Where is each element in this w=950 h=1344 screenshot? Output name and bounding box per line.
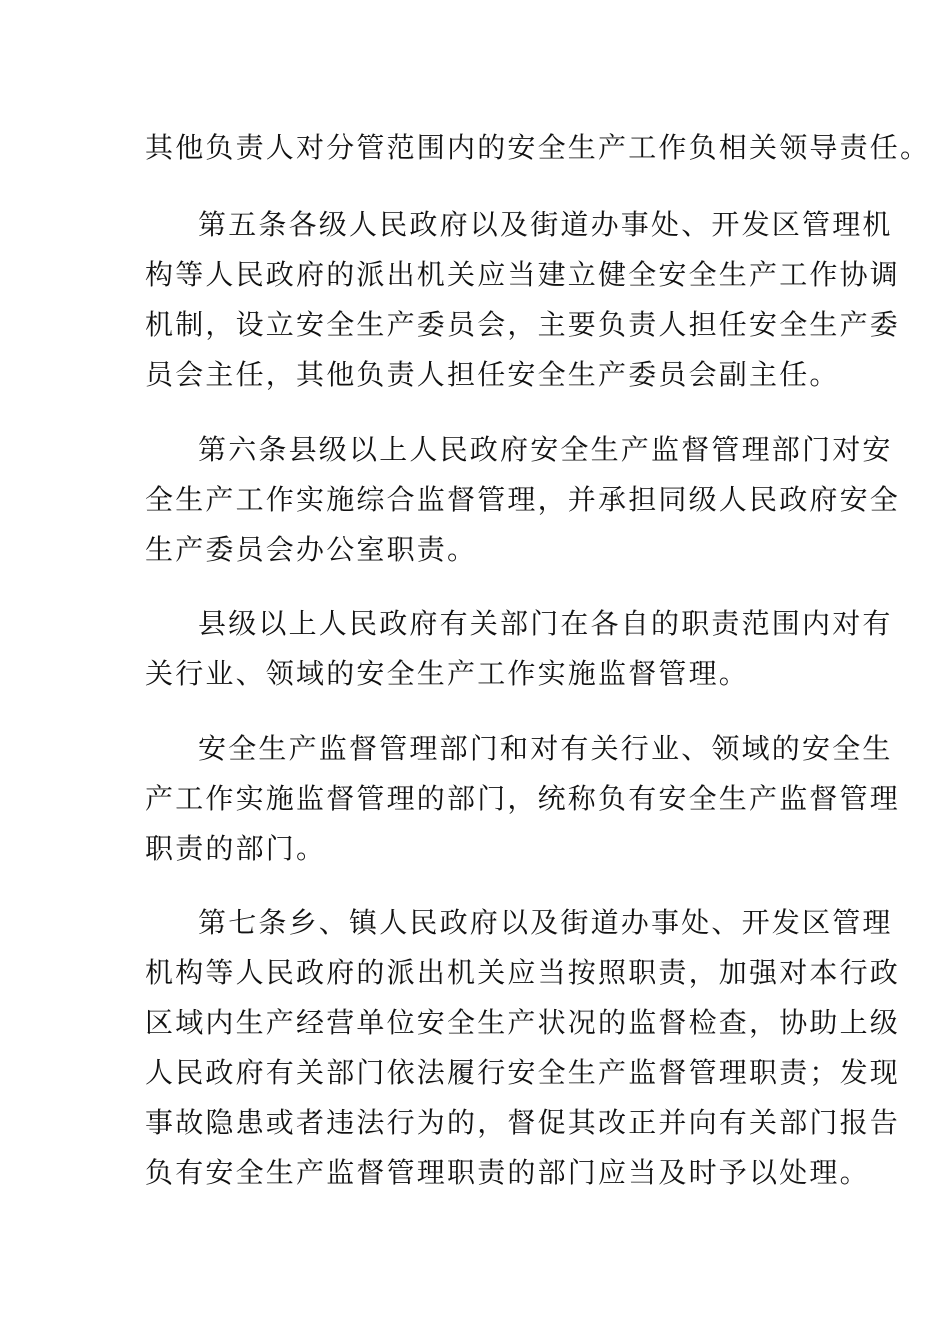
- paragraph-article-7-line: 区域内生产经营单位安全生产状况的监督检查，协助上级: [145, 1006, 901, 1039]
- paragraph-line: 职责的部门。: [145, 832, 327, 865]
- paragraph-article-7-line: 机构等人民政府的派出机关应当按照职责，加强对本行政: [145, 956, 901, 989]
- paragraph-article-6-line: 全生产工作实施综合监督管理，并承担同级人民政府安全: [145, 483, 901, 516]
- paragraph-line: 安全生产监督管理部门和对有关行业、领域的安全生: [198, 732, 893, 765]
- paragraph-line: 县级以上人民政府有关部门在各自的职责范围内对有: [198, 607, 893, 640]
- paragraph-article-5-line: 第五条各级人民政府以及街道办事处、开发区管理机: [198, 208, 893, 241]
- paragraph-article-5-line: 构等人民政府的派出机关应当建立健全安全生产工作协调: [145, 258, 901, 291]
- paragraph-article-7-line: 第七条乡、镇人民政府以及街道办事处、开发区管理: [198, 906, 893, 939]
- paragraph-line: 产工作实施监督管理的部门，统称负有安全生产监督管理: [145, 782, 901, 815]
- paragraph-article-7-line: 负有安全生产监督管理职责的部门应当及时予以处理。: [145, 1156, 870, 1189]
- paragraph-article-7-line: 事故隐患或者违法行为的，督促其改正并向有关部门报告: [145, 1106, 901, 1139]
- paragraph-article-7-line: 人民政府有关部门依法履行安全生产监督管理职责；发现: [145, 1056, 901, 1089]
- paragraph-article-5-line: 员会主任，其他负责人担任安全生产委员会副主任。: [145, 358, 840, 391]
- text-line: 其他负责人对分管范围内的安全生产工作负相关领导责任。: [145, 131, 931, 164]
- paragraph-line: 关行业、领域的安全生产工作实施监督管理。: [145, 657, 750, 690]
- paragraph-article-5-line: 机制，设立安全生产委员会，主要负责人担任安全生产委: [145, 308, 901, 341]
- paragraph-article-6-line: 第六条县级以上人民政府安全生产监督管理部门对安: [198, 433, 893, 466]
- paragraph-article-6-line: 生产委员会办公室职责。: [145, 533, 478, 566]
